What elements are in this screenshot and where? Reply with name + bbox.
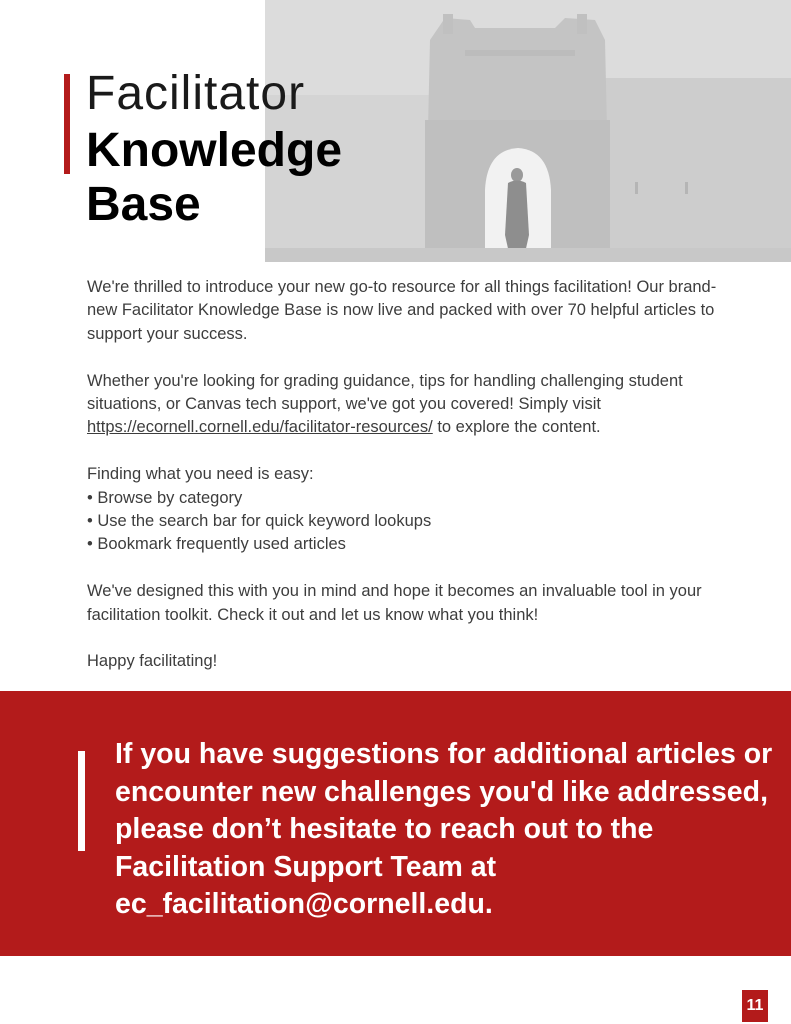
callout-banner: [0, 691, 791, 956]
list-item: • Browse by category: [87, 487, 727, 510]
article-body: [87, 276, 727, 697]
signoff: Happy facilitating!: [87, 652, 218, 671]
tips-list: [87, 487, 727, 557]
title-accent-bar: [64, 74, 70, 174]
page-title-bold: Knowledge Base: [86, 124, 343, 231]
resources-paragraph: [87, 370, 727, 440]
closing-paragraph: We've designed this with you in mind and hope it becomes an invaluable tool in your facilitation toolkit. Check it out and let us know what you think!: [87, 582, 702, 624]
page-number: 11: [742, 990, 768, 1022]
callout-accent-bar: [78, 751, 85, 851]
list-item: • Use the search bar for quick keyword lookups: [87, 510, 727, 533]
resources-link[interactable]: https://ecornell.cornell.edu/facilitator-resources/: [87, 418, 433, 437]
intro-paragraph: We're thrilled to introduce your new go-to resource for all things facilitation! Our brand-new Facilitator Knowledge Base is now live and packed with over 70 helpful articles to support your success.: [87, 278, 717, 343]
resources-suffix: to explore the content.: [432, 418, 601, 437]
resources-prefix: Whether you're looking for grading guidance, tips for handling challenging student situations, or Canvas tech support, we've got you covered! Simply visit: [87, 371, 683, 414]
finding-intro: Finding what you need is easy:: [87, 465, 314, 484]
list-item: • Bookmark frequently used articles: [87, 533, 727, 556]
page-title-light: Facilitator: [86, 67, 306, 120]
callout-text: If you have suggestions for additional articles or encounter new challenges you'd like addressed, please don’t hesitate to reach out to the Facilitation Support Team at ec_facilitation@cornell.edu.: [115, 738, 773, 920]
